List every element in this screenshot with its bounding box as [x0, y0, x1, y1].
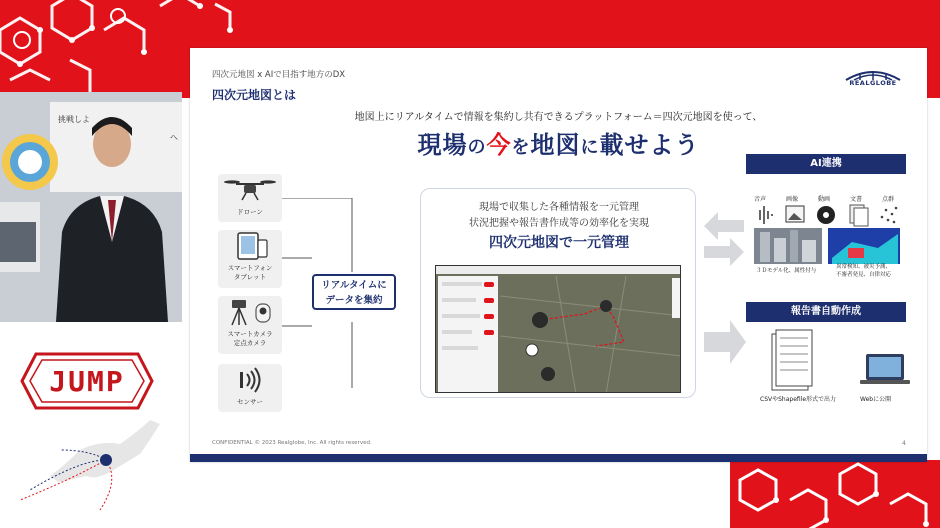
sensor-icon: [218, 366, 282, 394]
device-smartphone: [218, 230, 282, 288]
speaker-poster-text-2: へ: [170, 133, 178, 142]
device-drone: [218, 174, 282, 222]
ai-type-label: 音声: [754, 196, 767, 203]
bottom-right-hexagon-decoration: [730, 460, 940, 528]
headline-part: を: [511, 137, 531, 158]
headline-part: 載せよう: [599, 131, 700, 159]
audio-waveform-icon: [756, 206, 772, 224]
report-caption-2: Webに公開: [860, 396, 892, 403]
camera-icon: [218, 298, 282, 326]
slide-breadcrumb: 四次元地図 x AIで目指す地方のDX: [212, 70, 346, 80]
ai-type-icons: [752, 202, 902, 228]
smartphone-icon: [218, 232, 282, 260]
realtime-aggregation-box: [312, 274, 396, 310]
presentation-slide: [190, 48, 927, 462]
headline-part: 現場: [417, 131, 468, 159]
device-label: ドローン: [237, 208, 263, 216]
report-document-icon: [772, 330, 812, 390]
headline-part: に: [580, 137, 600, 158]
ai-integration-header: AI連携: [746, 154, 906, 174]
headline-part: の: [467, 137, 487, 158]
drone-icon: [218, 176, 282, 204]
realtime-line-1: リアルタイムに: [321, 280, 387, 291]
point-cloud-icon: [881, 207, 898, 224]
jump-logo-text: JUMP: [49, 364, 125, 398]
slide-title: 四次元地図とは: [212, 88, 297, 102]
japan-map-decoration: [0, 420, 180, 528]
realglobe-logo: [838, 67, 908, 91]
center-text-line-2: 状況把握や報告書作成等の効率化を実現: [469, 218, 649, 229]
device-label: 定点カメラ: [233, 339, 267, 347]
realtime-line-2: データを集約: [325, 295, 383, 306]
document-icon: [850, 205, 868, 226]
speaker-video-panel: [0, 92, 182, 322]
device-label: タブレット: [233, 273, 267, 281]
slide-lead-text: 地図上にリアルタイムで情報を集約し共有できるプラットフォーム＝四次元地図を使って、: [354, 112, 763, 123]
video-icon: [817, 206, 835, 224]
device-camera: [218, 296, 282, 354]
speaker-photo: [0, 92, 182, 322]
device-sensor: [218, 364, 282, 412]
headline-part: 今: [486, 131, 512, 159]
ai-caption-2a: 異常検知、被災予測、: [836, 264, 892, 270]
device-label: スマートカメラ: [227, 330, 273, 338]
ai-caption-1: ３Ｄモデル化、属性付与: [756, 268, 817, 274]
center-text-line-1: 現場で収集した各種情報を一元管理: [479, 202, 639, 213]
ai-type-label: 点群: [882, 196, 895, 203]
image-icon: [786, 206, 804, 222]
jump-logo: [18, 350, 156, 412]
report-generation-header: 報告書自動作成: [746, 302, 906, 322]
device-label: スマートフォン: [227, 264, 273, 272]
slide-page-number: 4: [902, 440, 906, 447]
center-title: 四次元地図で一元管理: [489, 235, 629, 251]
speaker-poster-text-1: 挑戦しよ: [58, 115, 90, 124]
map-screenshot: [435, 265, 681, 393]
headline-part: 地図: [530, 131, 581, 159]
slide-footer: CONFIDENTIAL © 2023 Realglobe, Inc. All rights reserved.: [212, 440, 372, 446]
ai-type-label: 文書: [850, 196, 863, 203]
realglobe-wordmark: REALGLOBE: [849, 79, 897, 87]
report-illustration: [770, 328, 910, 392]
map-screenshot-image: [436, 266, 681, 393]
device-label: センサー: [237, 398, 263, 406]
ai-caption-2b: 不審者発見、自律対応: [836, 272, 892, 278]
slide-bottom-bar: [190, 454, 927, 462]
central-management-panel: [420, 188, 696, 398]
report-caption-1: CSVやShapefile形式で出力: [760, 396, 837, 403]
flow-arrows: [700, 208, 748, 378]
ai-type-label: 画像: [786, 196, 799, 203]
ai-type-label: 動画: [818, 196, 831, 203]
laptop-icon: [860, 354, 910, 384]
